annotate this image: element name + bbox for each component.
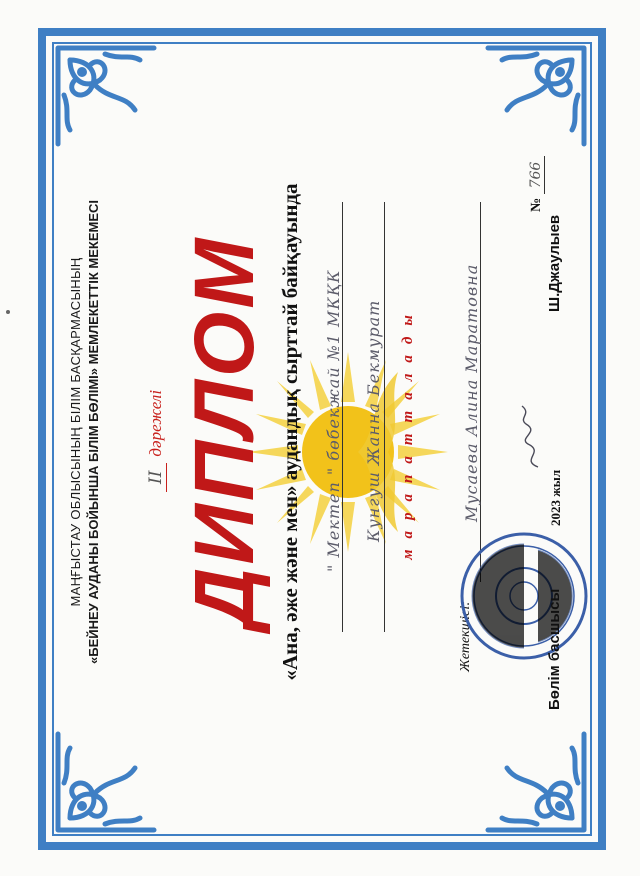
degree-label: дәрежелі — [146, 389, 165, 457]
handwritten-supervisor: Мусаева Алина Маратовна — [462, 263, 481, 522]
supervisor-label: Жетекшісі: — [458, 601, 473, 672]
degree-handwritten: II — [146, 463, 167, 492]
diploma-number — [528, 156, 545, 212]
official-stamp-icon — [458, 530, 590, 662]
contest-name: «Ана, әже және мен» аудандық сырттай байқауында — [278, 183, 302, 681]
handwritten-participant: Кунгуш Жанна Бекмурат — [364, 299, 383, 542]
number-prefix: № — [529, 197, 544, 212]
head-label: Бөлім басшысы — [546, 588, 563, 710]
signature-icon — [510, 402, 550, 472]
handwritten-school: " Мектеп " бөбекжай №1 МКҚК — [324, 269, 343, 572]
header-line-1: МАҢҒЫСТАУ ОБЛЫСЫНЫҢ БІЛІМ БАСҚАРМАСЫНЫҢ — [68, 257, 83, 607]
diploma-title: ДИПЛОМ — [177, 235, 271, 629]
header-line-2: «БЕЙНЕУ АУДАНЫ БОЙЫНША БІЛІМ БӨЛІМІ» МЕМЛЕКЕТТІК МЕКЕМЕСІ — [86, 200, 101, 664]
degree-line — [146, 390, 166, 492]
number-value: 766 — [528, 156, 545, 195]
year: 2023 жыл — [548, 469, 563, 526]
awarded-text: марапатталады — [400, 304, 416, 560]
head-name: Ш.Джаулыев — [546, 214, 563, 312]
diploma-content — [58, 42, 588, 822]
paper-speck — [6, 310, 10, 314]
